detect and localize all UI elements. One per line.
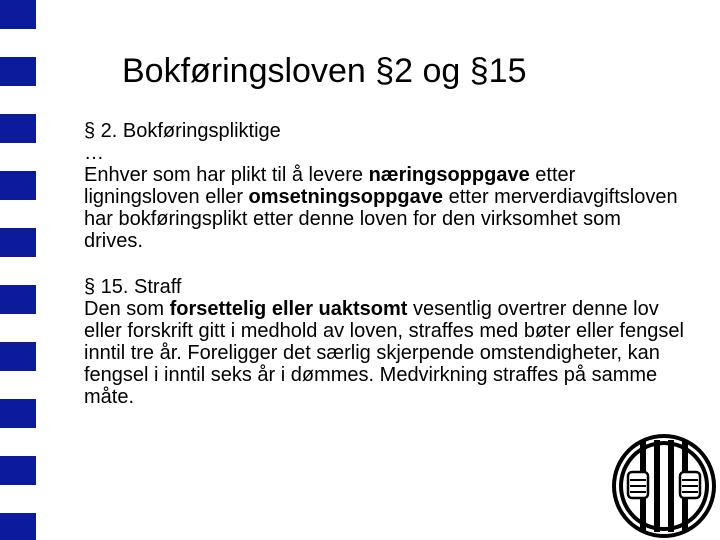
- bold-term-forsettelig: forsettelig eller uaktsomt: [169, 298, 408, 320]
- section-15-text: [84, 298, 684, 408]
- strip-block: [0, 171, 36, 200]
- strip-block: [0, 57, 36, 86]
- slide-body: [84, 120, 684, 408]
- text-segment: Den som: [84, 298, 170, 320]
- section-15-heading: § 15. Straff: [84, 276, 182, 298]
- section-2-heading: § 2. Bokføringspliktige: [84, 120, 281, 142]
- paragraph-gap: [84, 252, 684, 276]
- strip-block: [0, 285, 36, 314]
- text-segment: etter ligningsloven eller: [84, 164, 576, 208]
- strip-block: [0, 342, 36, 371]
- bold-term-omsetningsoppgave: omsetningsoppgave: [248, 186, 444, 208]
- strip-block: [0, 114, 36, 143]
- strip-block: [0, 0, 36, 29]
- section-2-text: [84, 164, 684, 252]
- section-2-ellipsis: …: [84, 142, 104, 164]
- bold-term-naeringsoppgave: næringsoppgave: [368, 164, 530, 186]
- jail-bars-icon: [610, 432, 718, 540]
- slide-title: Bokføringsloven §2 og §15: [122, 52, 527, 90]
- left-decorative-strip: [0, 0, 36, 540]
- text-segment: etter merverdiavgiftsloven har bokføringsplikt etter denne loven for den virksomhet som drives.: [84, 186, 678, 252]
- text-segment: vesentlig overtrer denne lov eller forskrift gitt i medhold av loven, straffes med bøter eller fengsel inntil tre år. Foreligger det særlig skjerpende omstendigheter, kan fengsel i inntil seks år i dømmes. Medvirkning straffes på samme måte.: [84, 298, 684, 408]
- strip-block: [0, 456, 36, 485]
- strip-block: [0, 228, 36, 257]
- strip-block: [0, 399, 36, 428]
- text-segment: Enhver som har plikt til å levere: [84, 164, 369, 186]
- strip-block: [0, 513, 36, 540]
